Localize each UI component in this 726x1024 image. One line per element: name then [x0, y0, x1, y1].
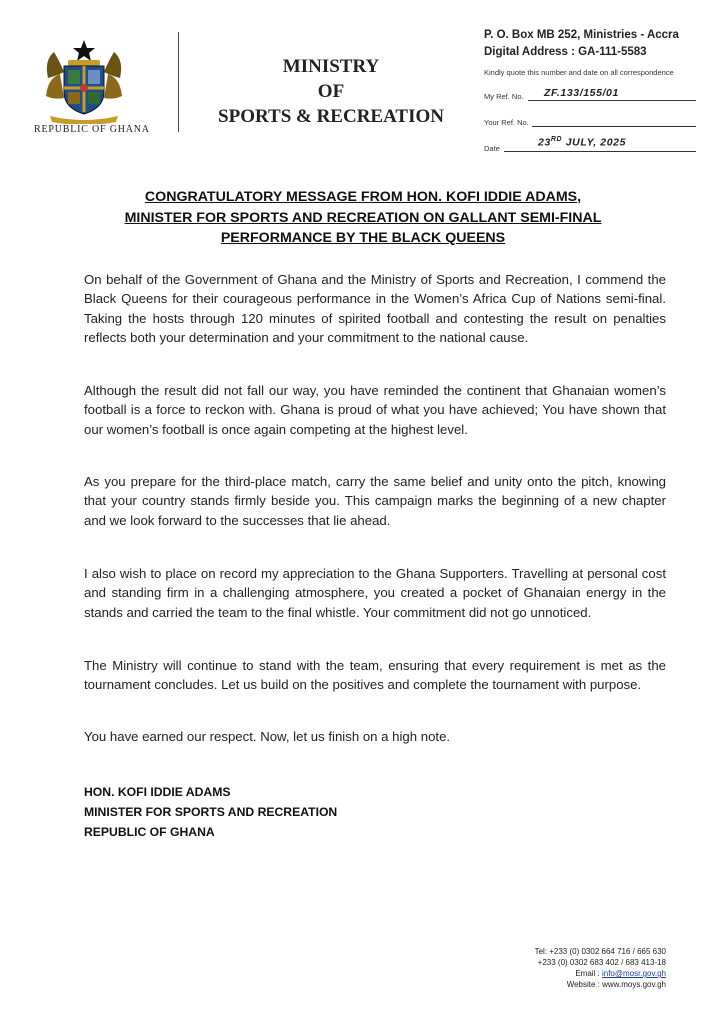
contact-footer: [535, 946, 666, 990]
signatory-position: MINISTER FOR SPORTS AND RECREATION: [84, 805, 338, 819]
date-label: Date: [484, 144, 500, 153]
paragraph-2: Although the result did not fall our way, you have reminded the continent that Ghanaian women’s football is a force to reckon with. Ghana is proud of what you have achieved; You have shown that our women’s football is once again competing at the highest level.: [84, 383, 666, 437]
footer-tel-2: +233 (0) 0302 683 402 / 683 413-18: [537, 958, 666, 967]
your-ref-label: Your Ref. No.: [484, 118, 529, 127]
title-line-3: PERFORMANCE BY THE BLACK QUEENS: [220, 230, 506, 246]
kindly-quote-note: Kindly quote this number and date on all correspondence: [484, 68, 674, 77]
ministry-line-3: SPORTS & RECREATION: [218, 106, 444, 127]
title-line-2: MINISTER FOR SPORTS AND RECREATION ON GALLANT SEMI-FINAL: [124, 209, 602, 226]
republic-label: REPUBLIC OF GHANA: [34, 124, 150, 135]
address-line-2: Digital Address : GA-111-5583: [484, 46, 647, 58]
paragraph-4: I also wish to place on record my appreciation to the Ghana Supporters. Travelling at personal cost and standing firm in a challenging atmosphere, you created a pocket of Ghanaian energy in the stands and carried the team to the final whistle. Your commitment did not go unnoticed.: [84, 566, 666, 620]
ghana-coat-of-arms-icon: [42, 38, 126, 124]
title-line-1: CONGRATULATORY MESSAGE FROM HON. KOFI IDDIE ADAMS,: [144, 189, 582, 205]
paragraph-6: You have earned our respect. Now, let us finish on a high note.: [84, 729, 451, 744]
date-value: [538, 136, 626, 149]
date-month-year: JULY, 2025: [562, 136, 627, 149]
signature-block: [84, 782, 337, 842]
date-day: 23: [538, 136, 551, 149]
your-ref-line: [532, 114, 696, 127]
ministry-line-2: OF: [317, 81, 345, 102]
address-line-1: P. O. Box MB 252, Ministries - Accra: [484, 29, 679, 41]
paragraph-3: As you prepare for the third-place match, carry the same belief and unity onto the pitch, knowing that your country stands firmly beside you. This campaign marks the beginning of a new chapter and we look forward to the successes that lie ahead.: [84, 474, 666, 528]
signatory-name: HON. KOFI IDDIE ADAMS: [84, 785, 231, 799]
footer-website: Website : www.moys.gov.gh: [566, 980, 666, 989]
letterhead-divider: [178, 32, 179, 132]
footer-email-row: [535, 968, 666, 979]
my-ref-value: ZF.133/155/01: [544, 87, 619, 99]
ministry-name: [200, 54, 462, 129]
signatory-country: REPUBLIC OF GHANA: [84, 825, 215, 839]
paragraph-5: The Ministry will continue to stand with the team, ensuring that every requirement is met as the tournament concludes. Let us build on the positives and complete the tournament with purpose.: [84, 658, 666, 693]
ministry-line-1: MINISTRY: [282, 56, 380, 77]
footer-tel-1: Tel: +233 (0) 0302 664 716 / 665 630: [534, 947, 666, 956]
my-ref-label: My Ref. No.: [484, 92, 524, 101]
footer-email-link[interactable]: info@mosr.gov.gh: [601, 969, 666, 978]
postal-address: [484, 27, 714, 61]
paragraph-1: On behalf of the Government of Ghana and the Ministry of Sports and Recreation, I commend the Black Queens for their courageous performance in the Women’s Africa Cup of Nations semi-final. Taking the hosts through 120 minutes of spirited football and contesting the result on penalties reflects both your determination and your commitment to the national cause.: [84, 272, 666, 345]
date-suffix: RD: [550, 136, 563, 143]
footer-email-label: Email :: [575, 969, 602, 978]
document-title: [60, 187, 666, 249]
